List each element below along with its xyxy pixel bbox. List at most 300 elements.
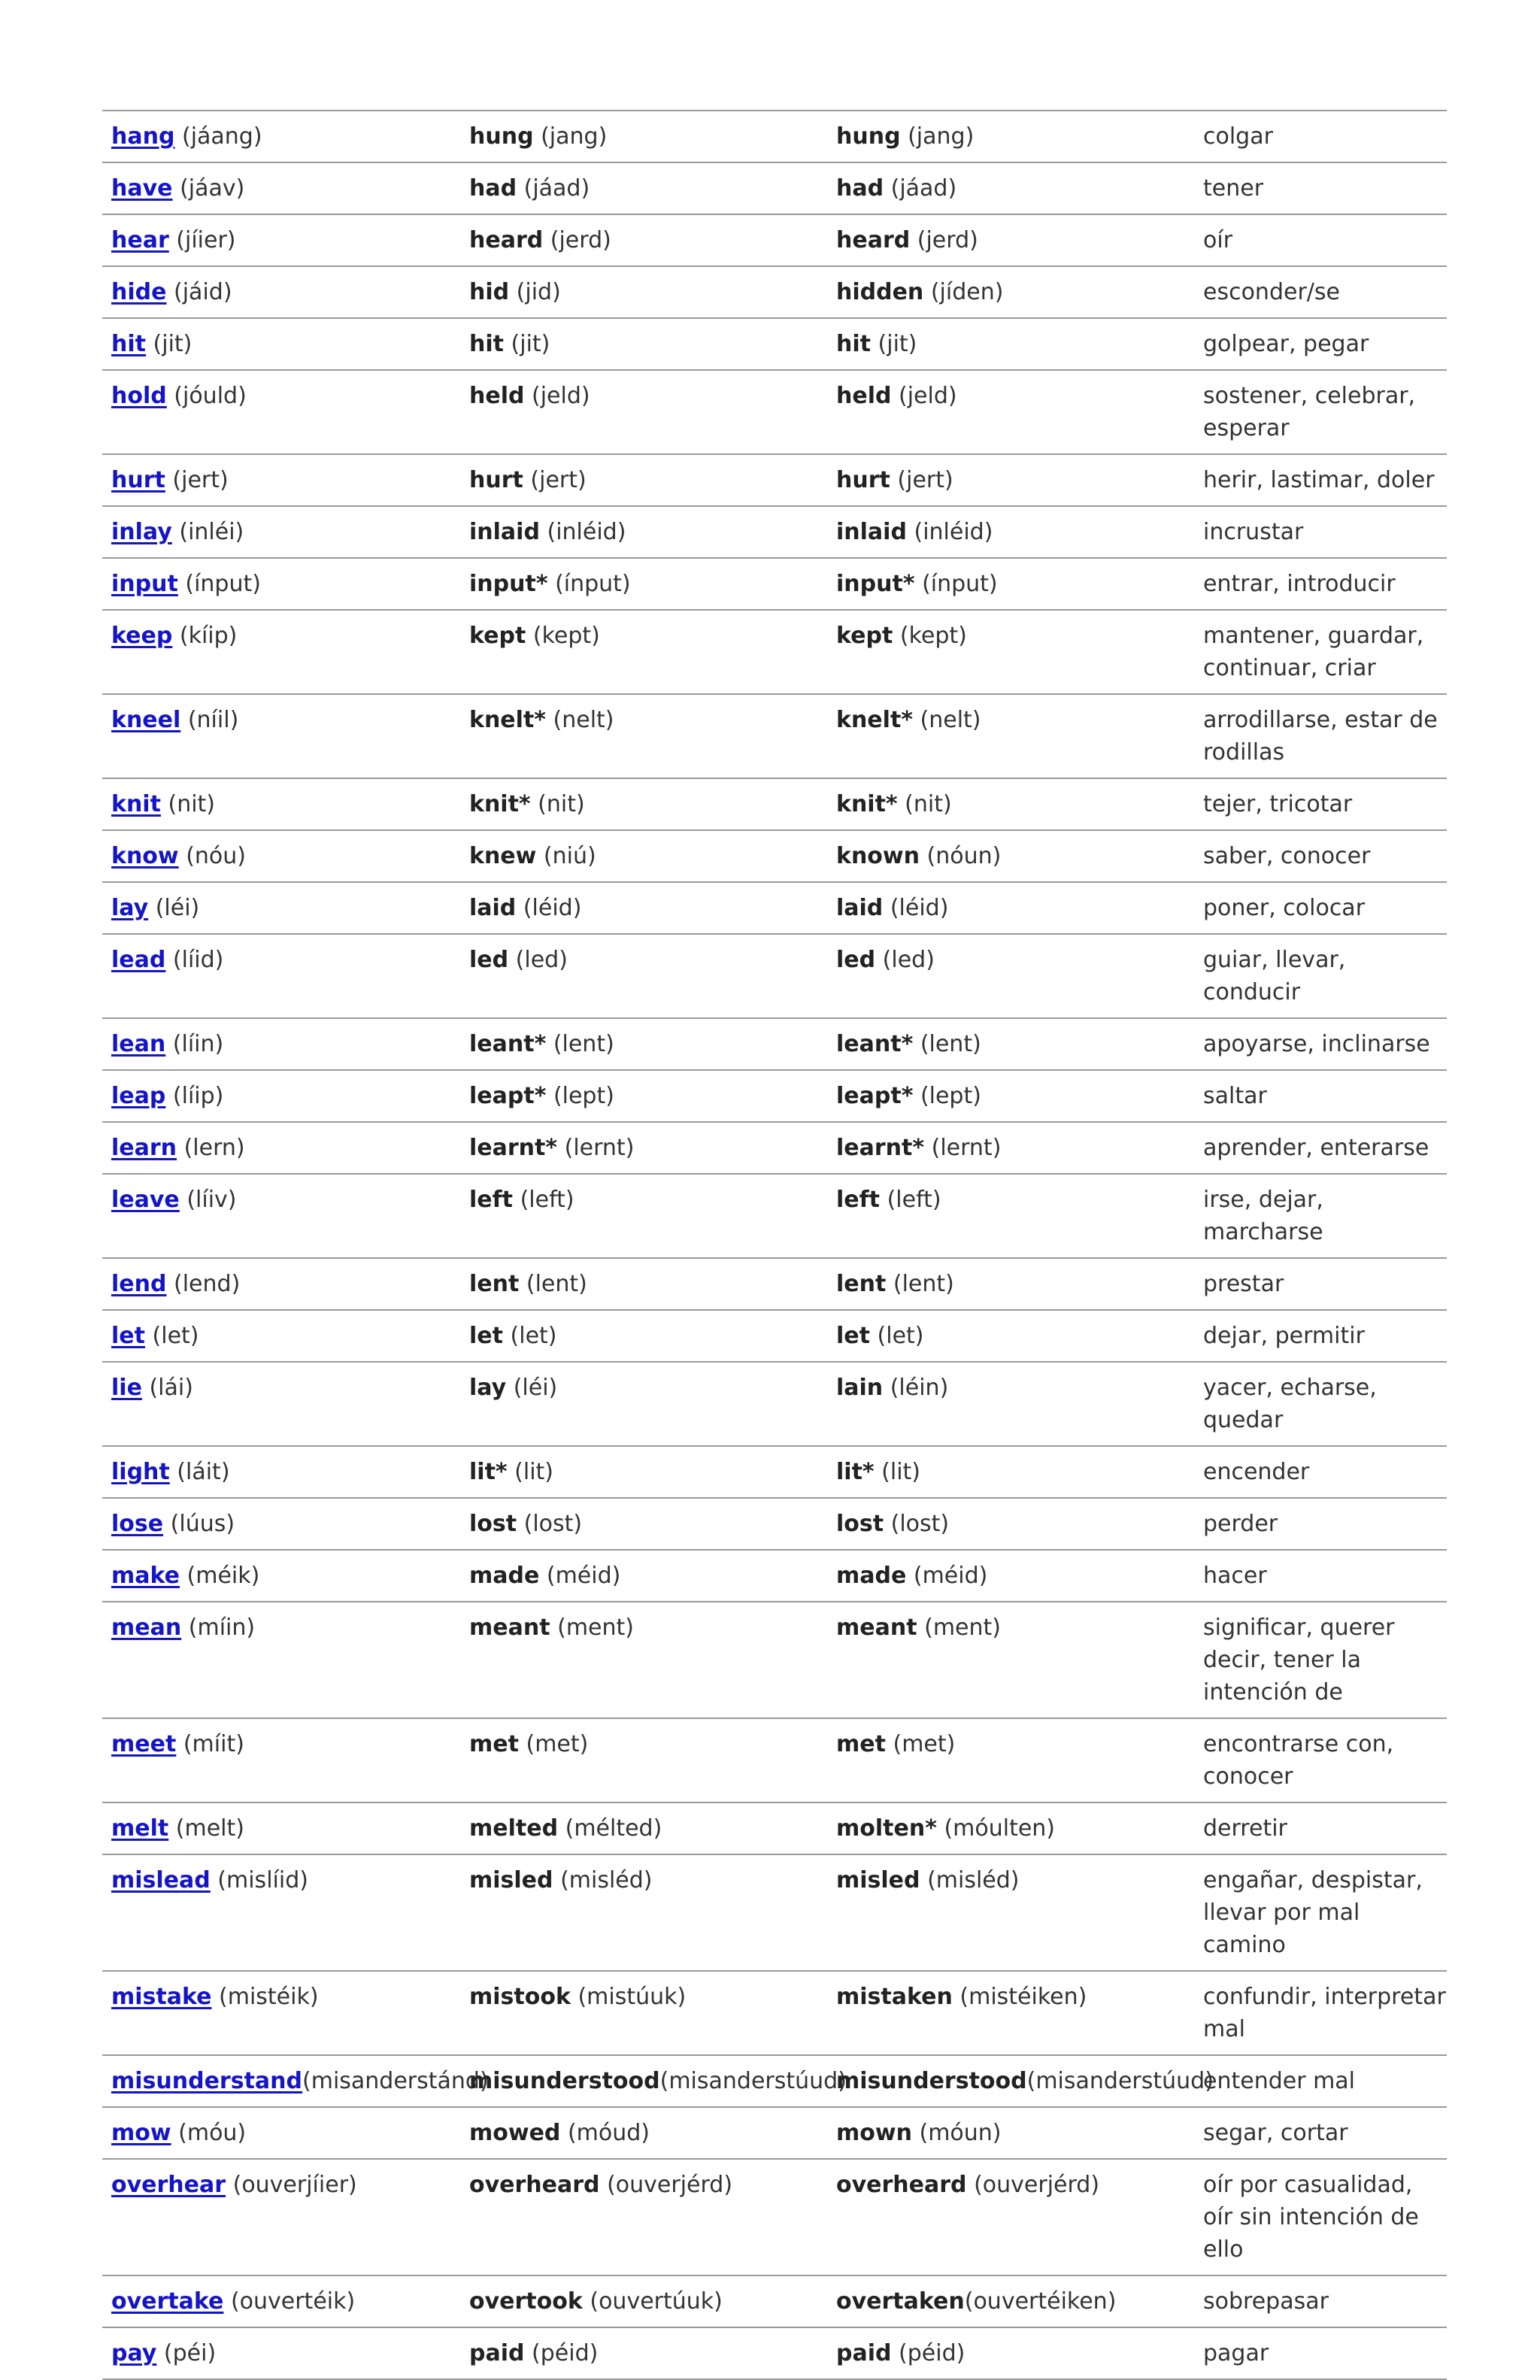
base-pronunciation: (láit): [177, 1459, 230, 1485]
participle-pronunciation: (misléd): [927, 1867, 1020, 1893]
meaning-cell: [1194, 318, 1447, 370]
base-form-cell: [102, 2055, 489, 2107]
past-pronunciation: (nit): [538, 791, 585, 817]
past-pronunciation: (led): [515, 947, 568, 973]
verb-link[interactable]: kneel: [111, 707, 181, 733]
verb-row-mistake: [102, 1971, 1447, 2055]
base-pronunciation: (péi): [163, 2340, 217, 2366]
past-participle-cell: [827, 1971, 1194, 2055]
spanish-meaning: significar, querer decir, tener la intención de: [1203, 1614, 1395, 1705]
past-participle-cell: [827, 1602, 1194, 1718]
past-participle: lit*: [836, 1459, 875, 1485]
past-pronunciation: (lept): [553, 1083, 614, 1109]
participle-pronunciation: (kept): [899, 623, 967, 649]
spanish-meaning: mantener, guardar, continuar, criar: [1203, 623, 1424, 681]
past-pronunciation: (let): [510, 1323, 557, 1349]
base-pronunciation: (nit): [168, 791, 216, 817]
past-participle-cell: [827, 111, 1194, 162]
verb-link[interactable]: have: [111, 175, 173, 202]
base-pronunciation: (jóuld): [174, 383, 247, 409]
past-participle: known: [836, 843, 920, 869]
past-simple: leant*: [469, 1031, 547, 1057]
participle-pronunciation: (nit): [905, 791, 952, 817]
participle-pronunciation: (met): [893, 1731, 956, 1757]
verb-row-keep: [102, 610, 1447, 694]
participle-pronunciation: (lent): [893, 1271, 954, 1297]
past-pronunciation: (ouverjérd): [607, 2172, 733, 2198]
participle-pronunciation: (nóun): [926, 843, 1002, 869]
past-simple: mistook: [469, 1984, 571, 2010]
past-pronunciation: (jert): [530, 467, 587, 493]
base-form-cell: [102, 1602, 460, 1718]
past-participle: lain: [836, 1375, 884, 1401]
verb-row-knit: [102, 778, 1447, 830]
meaning-cell: [1194, 830, 1447, 882]
past-participle: hurt: [836, 467, 890, 493]
past-pronunciation: (méid): [546, 1563, 621, 1589]
spanish-meaning: encontrarse con, conocer: [1203, 1731, 1394, 1790]
verb-row-lead: [102, 934, 1447, 1018]
past-pronunciation: (ouvertúuk): [590, 2288, 723, 2315]
base-form-cell: [102, 1310, 460, 1362]
past-simple: paid: [469, 2340, 525, 2366]
participle-pronunciation: (jert): [897, 467, 953, 493]
participle-pronunciation: (méid): [913, 1563, 988, 1589]
participle-pronunciation: (jang): [908, 123, 975, 150]
verb-link[interactable]: inlay: [111, 519, 172, 545]
spanish-meaning: dejar, permitir: [1203, 1323, 1365, 1349]
verb-row-make: [102, 1550, 1447, 1602]
base-form-cell: [102, 1018, 460, 1070]
past-participle-cell: [827, 558, 1194, 610]
past-participle-cell: [827, 934, 1194, 1018]
past-simple: lent: [469, 1271, 520, 1297]
participle-pronunciation: (jeld): [899, 383, 957, 409]
past-simple: heard: [469, 227, 544, 253]
verb-row-leave: [102, 1174, 1447, 1258]
past-participle: lost: [836, 1511, 884, 1537]
meaning-cell: [1194, 162, 1447, 214]
meaning-cell: [1194, 1362, 1447, 1446]
verb-link[interactable]: knit: [111, 791, 161, 817]
past-participle-cell: [827, 1802, 1194, 1854]
base-pronunciation: (jit): [153, 331, 192, 357]
past-simple: melted: [469, 1815, 559, 1842]
verb-row-lie: [102, 1362, 1447, 1446]
past-pronunciation: (kept): [532, 623, 600, 649]
verb-link[interactable]: overtake: [111, 2288, 224, 2315]
past-simple-cell: [460, 882, 827, 934]
past-participle-cell: [827, 2159, 1194, 2275]
past-simple-cell: [460, 2107, 827, 2159]
base-pronunciation: (líin): [172, 1031, 224, 1057]
verb-link[interactable]: leave: [111, 1187, 180, 1213]
past-participle-cell: [827, 2055, 1214, 2107]
past-participle-cell: [827, 1550, 1194, 1602]
past-participle-cell: [827, 1070, 1194, 1122]
past-participle-cell: [827, 2275, 1194, 2327]
spanish-meaning: confundir, interpretar mal: [1203, 1984, 1446, 2042]
past-simple-cell: [460, 1070, 827, 1122]
spanish-meaning: derretir: [1203, 1815, 1287, 1842]
past-pronunciation: (jeld): [532, 383, 590, 409]
past-participle-cell: [827, 830, 1194, 882]
verb-row-let: [102, 1310, 1447, 1362]
meaning-cell: [1194, 1310, 1447, 1362]
verb-link[interactable]: hide: [111, 279, 167, 305]
spanish-meaning: sobrepasar: [1203, 2288, 1329, 2315]
meaning-cell: [1194, 1602, 1447, 1718]
past-participle: mistaken: [836, 1984, 953, 2010]
past-simple-cell: [460, 1018, 827, 1070]
meaning-cell: [1194, 2107, 1447, 2159]
past-participle-cell: [827, 506, 1194, 558]
spanish-meaning: apoyarse, inclinarse: [1203, 1031, 1430, 1057]
past-participle-cell: [827, 162, 1194, 214]
past-simple-cell: [460, 370, 827, 454]
past-participle-cell: [827, 1718, 1194, 1802]
past-participle: misled: [836, 1867, 920, 1893]
meaning-cell: [1194, 1550, 1447, 1602]
base-form-cell: [102, 2107, 460, 2159]
verb-link[interactable]: mistake: [111, 1984, 212, 2010]
verb-link[interactable]: meet: [111, 1731, 177, 1757]
verb-link[interactable]: hold: [111, 383, 167, 409]
meaning-cell: [1194, 934, 1447, 1018]
past-participle-cell: [827, 2107, 1194, 2159]
past-pronunciation: (misanderstúud): [659, 2068, 847, 2094]
meaning-cell: [1194, 214, 1447, 266]
participle-pronunciation: (misanderstúud): [1026, 2068, 1214, 2094]
past-simple: inlaid: [469, 519, 540, 545]
base-form-cell: [102, 1258, 460, 1310]
base-form-cell: [102, 162, 460, 214]
past-simple: laid: [469, 895, 517, 921]
participle-pronunciation: (let): [877, 1323, 924, 1349]
participle-pronunciation: (lent): [920, 1031, 981, 1057]
past-pronunciation: (jáad): [523, 175, 590, 202]
base-pronunciation: (lend): [174, 1271, 241, 1297]
past-participle: kept: [836, 623, 893, 649]
verb-link[interactable]: hang: [111, 123, 175, 150]
participle-pronunciation: (inléid): [914, 519, 993, 545]
meaning-cell: [1194, 2327, 1447, 2379]
verb-row-know: [102, 830, 1447, 882]
past-pronunciation: (mélted): [565, 1815, 662, 1842]
participle-pronunciation: (péid): [899, 2340, 966, 2366]
spanish-meaning: golpear, pegar: [1203, 331, 1369, 357]
past-pronunciation: (lernt): [564, 1135, 635, 1161]
past-participle: learnt*: [836, 1135, 925, 1161]
verb-link[interactable]: overhear: [111, 2172, 226, 2198]
verb-link[interactable]: input: [111, 571, 178, 597]
base-form-cell: [102, 454, 460, 506]
base-pronunciation: (ouvertéik): [230, 2288, 356, 2315]
past-pronunciation: (jid): [516, 279, 561, 305]
meaning-cell: [1194, 2275, 1447, 2327]
spanish-meaning: incrustar: [1203, 519, 1304, 545]
past-simple-cell: [460, 830, 827, 882]
participle-pronunciation: (léid): [890, 895, 949, 921]
past-simple: overtook: [469, 2288, 583, 2315]
spanish-meaning: hacer: [1203, 1563, 1267, 1589]
past-simple: mowed: [469, 2120, 561, 2146]
past-simple-cell: [460, 934, 827, 1018]
base-form-cell: [102, 2275, 460, 2327]
past-participle: made: [836, 1563, 907, 1589]
past-participle-cell: [827, 882, 1194, 934]
meaning-cell: [1194, 610, 1447, 694]
verb-link[interactable]: lay: [111, 895, 149, 921]
past-simple-cell: [460, 1498, 827, 1550]
verb-row-mow: [102, 2107, 1447, 2159]
meaning-cell: [1194, 1718, 1447, 1802]
base-pronunciation: (lern): [183, 1135, 245, 1161]
verb-row-melt: [102, 1802, 1447, 1854]
past-simple-cell: [460, 1718, 827, 1802]
participle-pronunciation: (jíden): [930, 279, 1004, 305]
past-participle: heard: [836, 227, 911, 253]
past-simple: made: [469, 1563, 540, 1589]
past-simple: lay: [469, 1375, 507, 1401]
verb-link[interactable]: learn: [111, 1135, 177, 1161]
past-simple-cell: [460, 1446, 827, 1498]
verb-row-hide: [102, 266, 1447, 318]
past-simple-cell: [460, 558, 827, 610]
base-form-cell: [102, 266, 460, 318]
verb-row-misunderstand: [102, 2055, 1447, 2107]
verb-link[interactable]: hurt: [111, 467, 165, 493]
base-form-cell: [102, 1362, 460, 1446]
past-participle-cell: [827, 1498, 1194, 1550]
base-form-cell: [102, 1070, 460, 1122]
verb-link[interactable]: melt: [111, 1815, 169, 1842]
past-simple: meant: [469, 1614, 550, 1641]
base-pronunciation: (míit): [183, 1731, 244, 1757]
past-participle-cell: [827, 1362, 1194, 1446]
base-form-cell: [102, 1550, 460, 1602]
base-form-cell: [102, 830, 460, 882]
verb-link[interactable]: lead: [111, 947, 166, 973]
base-form-cell: [102, 610, 460, 694]
base-pronunciation: (misanderstánd): [302, 2068, 489, 2094]
past-simple-cell: [460, 778, 827, 830]
participle-pronunciation: (lit): [881, 1459, 920, 1485]
verb-link[interactable]: pay: [111, 2340, 157, 2366]
base-pronunciation: (jíier): [176, 227, 236, 253]
participle-pronunciation: (jáad): [890, 175, 957, 202]
past-simple-cell: [460, 1258, 827, 1310]
past-pronunciation: (péid): [532, 2340, 599, 2366]
base-pronunciation: (ínput): [185, 571, 261, 597]
base-form-cell: [102, 558, 460, 610]
past-pronunciation: (niú): [543, 843, 596, 869]
past-simple-cell: [460, 2327, 827, 2379]
verb-row-overtake: [102, 2275, 1447, 2327]
past-simple-cell: [460, 1602, 827, 1718]
base-form-cell: [102, 778, 460, 830]
verb-link[interactable]: light: [111, 1459, 170, 1485]
base-pronunciation: (jáav): [180, 175, 245, 202]
past-simple: lit*: [469, 1459, 508, 1485]
meaning-cell: [1194, 694, 1447, 778]
meaning-cell: [1194, 1854, 1447, 1971]
verb-link[interactable]: hit: [111, 331, 146, 357]
past-simple-cell: [460, 2159, 827, 2275]
participle-pronunciation: (ouverjérd): [974, 2172, 1100, 2198]
spanish-meaning: oír por casualidad, oír sin intención de ello: [1203, 2172, 1419, 2263]
verb-link[interactable]: make: [111, 1563, 180, 1589]
past-pronunciation: (lost): [523, 1511, 583, 1537]
past-pronunciation: (léi): [513, 1375, 558, 1401]
past-participle: knelt*: [836, 707, 913, 733]
past-simple: hung: [469, 123, 534, 150]
past-pronunciation: (ment): [557, 1614, 634, 1641]
base-form-cell: [102, 318, 460, 370]
past-simple: left: [469, 1187, 514, 1213]
verb-link[interactable]: misunderstand: [111, 2068, 303, 2094]
past-pronunciation: (ínput): [555, 571, 631, 597]
base-form-cell: [102, 214, 460, 266]
verb-link[interactable]: let: [111, 1323, 145, 1349]
verb-link[interactable]: keep: [111, 623, 173, 649]
verb-row-have: [102, 162, 1447, 214]
past-participle-cell: [827, 370, 1194, 454]
verb-row-meet: [102, 1718, 1447, 1802]
past-simple-cell: [460, 1854, 827, 1971]
verb-row-lend: [102, 1258, 1447, 1310]
past-pronunciation: (jerd): [550, 227, 611, 253]
spanish-meaning: herir, lastimar, doler: [1203, 467, 1435, 493]
base-form-cell: [102, 111, 460, 162]
past-participle: misunderstood: [836, 2068, 1027, 2094]
past-simple-cell: [460, 1802, 827, 1854]
past-pronunciation: (jang): [541, 123, 608, 150]
base-form-cell: [102, 1854, 460, 1971]
spanish-meaning: esconder/se: [1203, 279, 1340, 305]
verb-link[interactable]: mow: [111, 2120, 171, 2146]
spanish-meaning: arrodillarse, estar de rodillas: [1203, 707, 1438, 766]
past-simple: input*: [469, 571, 548, 597]
spanish-meaning: perder: [1203, 1511, 1278, 1537]
spanish-meaning: oír: [1203, 227, 1233, 253]
verb-row-inlay: [102, 506, 1447, 558]
past-participle-cell: [827, 1258, 1194, 1310]
base-form-cell: [102, 370, 460, 454]
verb-row-lose: [102, 1498, 1447, 1550]
past-simple: led: [469, 947, 509, 973]
verb-link[interactable]: lose: [111, 1511, 164, 1537]
past-participle: overtaken: [836, 2288, 965, 2315]
verb-link[interactable]: lend: [111, 1271, 167, 1297]
spanish-meaning: aprender, enterarse: [1203, 1135, 1429, 1161]
verb-link[interactable]: mean: [111, 1614, 182, 1641]
past-participle: mown: [836, 2120, 912, 2146]
past-simple-cell: [460, 1122, 827, 1174]
past-participle: inlaid: [836, 519, 907, 545]
verb-link[interactable]: know: [111, 843, 179, 869]
past-simple-cell: [460, 318, 827, 370]
participle-pronunciation: (lept): [920, 1083, 981, 1109]
past-participle-cell: [827, 1310, 1194, 1362]
past-participle-cell: [827, 214, 1194, 266]
base-pronunciation: (jáang): [181, 123, 262, 150]
verb-link[interactable]: mislead: [111, 1867, 211, 1893]
past-participle: led: [836, 947, 876, 973]
meaning-cell: [1194, 1802, 1447, 1854]
past-participle-cell: [827, 2327, 1194, 2379]
verb-row-hang: [102, 111, 1447, 162]
past-participle-cell: [827, 694, 1194, 778]
past-participle-cell: [827, 610, 1194, 694]
base-pronunciation: (móu): [178, 2120, 247, 2146]
past-pronunciation: (léid): [523, 895, 582, 921]
past-participle: leapt*: [836, 1083, 914, 1109]
past-pronunciation: (mistúuk): [578, 1984, 687, 2010]
base-pronunciation: (kíip): [179, 623, 238, 649]
past-participle: overheard: [836, 2172, 967, 2198]
base-form-cell: [102, 1498, 460, 1550]
meaning-cell: [1194, 370, 1447, 454]
base-pronunciation: (inléi): [179, 519, 244, 545]
past-simple: met: [469, 1731, 519, 1757]
past-participle: molten*: [836, 1815, 937, 1842]
verb-row-hurt: [102, 454, 1447, 506]
participle-pronunciation: (mistéiken): [959, 1984, 1087, 2010]
past-participle: met: [836, 1731, 886, 1757]
participle-pronunciation: (nelt): [920, 707, 981, 733]
verb-row-lay: [102, 882, 1447, 934]
meaning-cell: [1194, 778, 1447, 830]
base-form-cell: [102, 694, 460, 778]
past-simple-cell: [460, 1174, 827, 1258]
past-simple-cell: [460, 454, 827, 506]
past-simple: hit: [469, 331, 504, 357]
base-pronunciation: (líid): [172, 947, 224, 973]
past-pronunciation: (lent): [553, 1031, 614, 1057]
past-pronunciation: (lent): [526, 1271, 587, 1297]
meaning-cell: [1194, 1174, 1447, 1258]
past-pronunciation: (left): [520, 1187, 574, 1213]
past-simple-cell: [460, 266, 827, 318]
spanish-meaning: guiar, llevar, conducir: [1203, 947, 1346, 1005]
participle-pronunciation: (móun): [919, 2120, 1002, 2146]
past-participle: lent: [836, 1271, 887, 1297]
verb-link[interactable]: hear: [111, 227, 169, 253]
past-simple: had: [469, 175, 517, 202]
past-simple-cell: [460, 610, 827, 694]
base-form-cell: [102, 1971, 460, 2055]
meaning-cell: [1194, 558, 1447, 610]
spanish-meaning: yacer, echarse, quedar: [1203, 1375, 1377, 1433]
verb-link[interactable]: lean: [111, 1031, 166, 1057]
spanish-meaning: tener: [1203, 175, 1264, 202]
past-participle: meant: [836, 1614, 917, 1641]
verb-link[interactable]: leap: [111, 1083, 166, 1109]
verb-row-leap: [102, 1070, 1447, 1122]
past-simple-cell: [460, 2275, 827, 2327]
past-simple: lost: [469, 1511, 517, 1537]
base-pronunciation: (jert): [172, 467, 229, 493]
meaning-cell: [1194, 111, 1447, 162]
past-pronunciation: (inléid): [547, 519, 626, 545]
verb-link[interactable]: lie: [111, 1375, 142, 1401]
past-simple: held: [469, 383, 525, 409]
participle-pronunciation: (ment): [924, 1614, 1001, 1641]
base-pronunciation: (líip): [172, 1083, 224, 1109]
meaning-cell: [1194, 1498, 1447, 1550]
spanish-meaning: prestar: [1203, 1271, 1284, 1297]
